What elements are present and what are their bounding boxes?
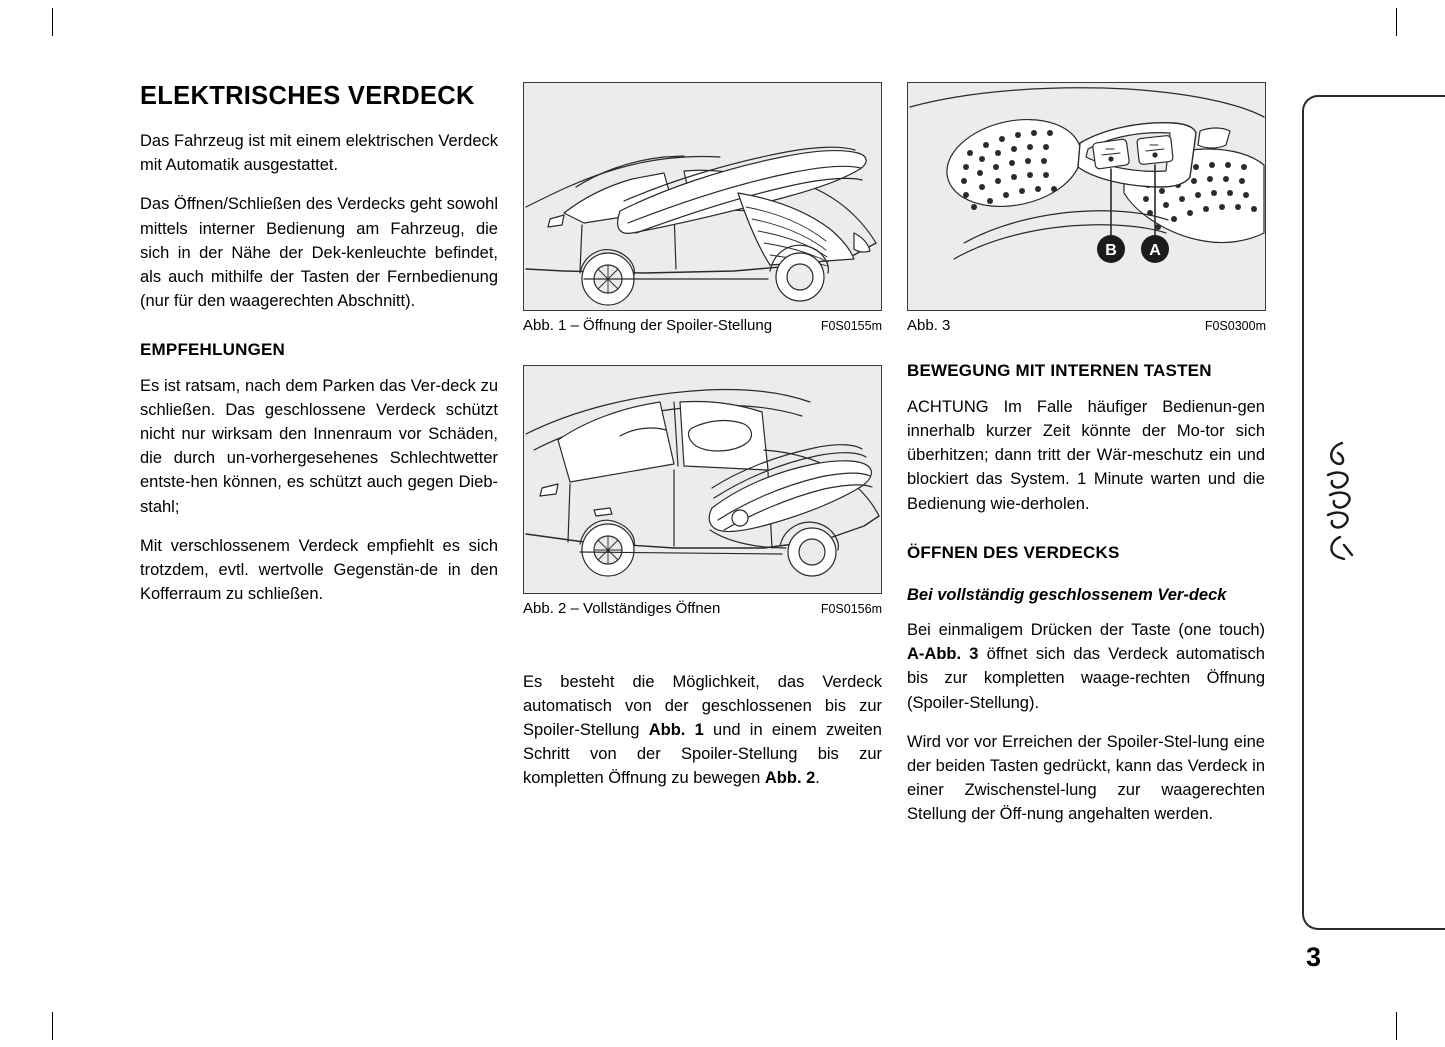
figure-1-image xyxy=(523,82,882,311)
figure-3-caption xyxy=(907,317,1266,334)
figure-1-code: F0S0155m xyxy=(820,319,882,333)
one-touch-text-1: Bei einmaligem Drücken der Taste (one touch) xyxy=(907,621,1265,640)
possibility-text-1: Es besteht die Möglichkeit, das Verdeck automatisch von der geschlossenen bis zur Spoiler-Stellung xyxy=(523,673,882,740)
figure-3 xyxy=(907,82,1266,334)
warning-paragraph: ACHTUNG Im Falle häufiger Bedienun-gen innerhalb kurzer Zeit könnte der Mo-tor sich überhitzen; dann tritt der Wär-meschutz ein und blockiert das System. 1 Minute warten und die Bedienung wie-derholen. xyxy=(907,398,1265,513)
subheading-fully-closed: Bei vollständig geschlossenem Ver-deck xyxy=(907,585,1227,604)
figure-1 xyxy=(523,82,882,334)
column-middle-text xyxy=(523,670,882,790)
page-number: 3 xyxy=(1306,942,1322,972)
one-touch-paragraph xyxy=(907,618,1265,714)
column-left xyxy=(140,82,498,606)
intro-paragraph-2: Das Öffnen/Schließen des Verdecks geht sowohl mittels interner Bedienung am Fahrzeug, die sich in der Nähe der Dek-kenleuchte befindet, als auch mithilfe der Tasten der Fernbedienung (nur für den waagerechten Abschnitt). xyxy=(140,195,498,310)
car-full-open-illustration xyxy=(524,366,881,593)
figure-2-image xyxy=(523,365,882,594)
possibility-paragraph xyxy=(523,670,882,790)
figure-2 xyxy=(523,365,882,617)
column-right-text xyxy=(907,360,1265,826)
reference-abb-2: Abb. 2 xyxy=(764,769,816,788)
figure-3-image xyxy=(907,82,1266,311)
car-spoiler-position-illustration xyxy=(524,83,881,310)
heading-internal-buttons: BEWEGUNG MIT INTERNEN TASTEN xyxy=(907,361,1212,380)
recommendation-paragraph-2: Mit verschlossenem Verdeck empfiehlt es sich trotzdem, evtl. wertvolle Gegenstän-de in den Kofferraum zu schließen. xyxy=(140,536,498,603)
figure-2-caption xyxy=(523,600,882,617)
intermediate-position-paragraph: Wird vor vor Erreichen der Spoiler-Stel-lung eine der beiden Tasten gedrückt, kann das Verdeck in einer Zwischenstel-lung zur waagerechten Stellung der Öff-nung angehalten werden. xyxy=(907,732,1265,823)
figure-3-code: F0S0300m xyxy=(1204,319,1266,333)
callout-bullets xyxy=(1097,235,1169,263)
heading-opening-roof: ÖFFNEN DES VERDECKS xyxy=(907,542,1120,562)
figure-2-code: F0S0156m xyxy=(820,602,882,616)
interior-console-buttons-illustration xyxy=(908,83,1265,310)
page-title: ELEKTRISCHES VERDECK xyxy=(140,82,475,110)
reference-abb-1: Abb. 1 xyxy=(648,721,704,740)
heading-recommendations: EMPFEHLUNGEN xyxy=(140,339,286,359)
possibility-text-3: . xyxy=(815,769,820,788)
possibility-text-2: und in einem zweiten Schritt von der Spoiler-Stellung bis zur kompletten Öffnung zu bewegen xyxy=(523,721,882,788)
recommendation-paragraph-1: Es ist ratsam, nach dem Parken das Ver-deck zu schließen. Das geschlossene Verdeck schützt nicht nur wirksam den Innenraum vor Schäden, die durch un-vorhergesehenes Schlechtwetter entste-hen können, es schützt auch gegen Dieb-stahl; xyxy=(140,377,498,516)
one-touch-text-2: öffnet sich das Verdeck automatisch bis zur kompletten waage-rechten Öffnung (Spoiler-Stellung). xyxy=(907,645,1265,712)
figure-1-caption xyxy=(523,317,882,334)
figure-2-caption-text: Abb. 2 – Vollständiges Öffnen xyxy=(523,600,721,617)
figure-3-caption-text: Abb. 3 xyxy=(907,317,951,334)
svg-text:B: B xyxy=(1105,242,1117,259)
chapter-marker-icon xyxy=(1322,437,1360,565)
svg-text:A: A xyxy=(1149,242,1161,259)
reference-a-abb-3: A-Abb. 3 xyxy=(907,645,979,664)
intro-paragraph-1: Das Fahrzeug ist mit einem elektrischen Verdeck mit Automatik ausgestattet. xyxy=(140,132,498,175)
figure-1-caption-text: Abb. 1 – Öffnung der Spoiler-Stellung xyxy=(523,317,773,334)
